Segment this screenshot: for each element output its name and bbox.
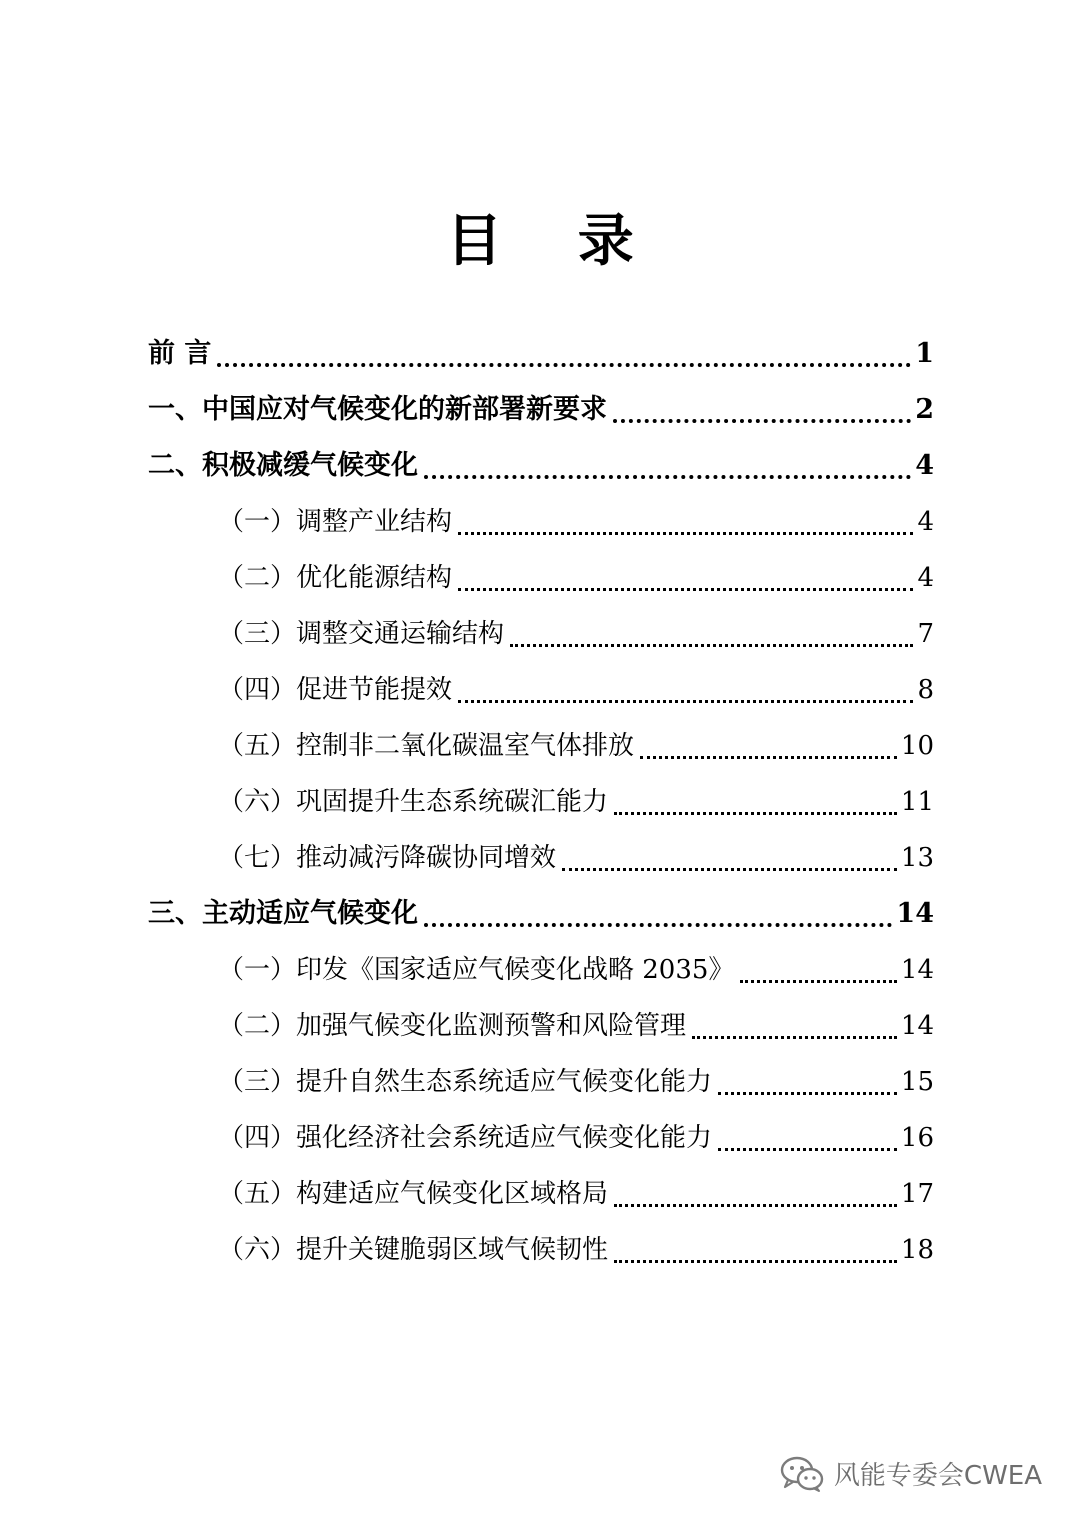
toc-entry-page-number: 7 bbox=[917, 619, 934, 649]
toc-dot-leader bbox=[424, 923, 892, 927]
toc-entry[interactable] bbox=[148, 438, 934, 494]
toc-entry[interactable] bbox=[148, 998, 934, 1054]
toc-entry[interactable] bbox=[148, 942, 934, 998]
toc-entry-label: （四）强化经济社会系统适应气候变化能力 bbox=[218, 1123, 713, 1153]
toc-dot-leader bbox=[510, 644, 913, 647]
toc-entry-label: （六）提升关键脆弱区域气候韧性 bbox=[218, 1235, 609, 1265]
toc-entry[interactable] bbox=[148, 718, 934, 774]
toc-entry-page-number: 4 bbox=[917, 563, 934, 593]
toc-entry-page-number: 14 bbox=[896, 898, 934, 929]
toc-dot-leader bbox=[614, 1204, 897, 1207]
toc-entry[interactable] bbox=[148, 382, 934, 438]
toc-dot-leader bbox=[458, 532, 913, 535]
toc-entry[interactable] bbox=[148, 494, 934, 550]
toc-entry[interactable] bbox=[148, 662, 934, 718]
toc-entry-page-number: 4 bbox=[915, 450, 934, 481]
toc-entry-label: （七）推动减污降碳协同增效 bbox=[218, 843, 557, 873]
toc-entry-label: 一、中国应对气候变化的新部署新要求 bbox=[148, 394, 607, 425]
toc-entry-page-number: 13 bbox=[900, 843, 934, 873]
toc-entry[interactable] bbox=[148, 550, 934, 606]
toc-entry-page-number: 1 bbox=[915, 338, 934, 369]
toc-entry-label: （三）提升自然生态系统适应气候变化能力 bbox=[218, 1067, 713, 1097]
toc-dot-leader bbox=[614, 812, 897, 815]
toc-entry-label: （一）印发《国家适应气候变化战略 2035》 bbox=[218, 955, 735, 985]
toc-dot-leader bbox=[217, 363, 911, 367]
toc-dot-leader bbox=[692, 1036, 897, 1039]
toc-entry-page-number: 14 bbox=[900, 1011, 934, 1041]
wechat-icon bbox=[780, 1456, 824, 1492]
toc-dot-leader bbox=[458, 588, 913, 591]
toc-entry-page-number: 8 bbox=[917, 675, 934, 705]
toc-entry-label: （四）促进节能提效 bbox=[218, 675, 453, 705]
toc-entry-label: 前 言 bbox=[148, 338, 212, 369]
toc-dot-leader bbox=[562, 868, 897, 871]
toc-entry[interactable] bbox=[148, 886, 934, 942]
toc-dot-leader bbox=[614, 1260, 897, 1263]
toc-dot-leader bbox=[613, 419, 911, 423]
toc-entry-page-number: 15 bbox=[900, 1067, 934, 1097]
toc-entry-label: （二）优化能源结构 bbox=[218, 563, 453, 593]
toc-entry[interactable] bbox=[148, 1110, 934, 1166]
toc-entry-label: 三、主动适应气候变化 bbox=[148, 898, 418, 929]
toc-entry-page-number: 10 bbox=[900, 731, 934, 761]
toc-dot-leader bbox=[640, 756, 897, 759]
toc-entry-label: （五）控制非二氧化碳温室气体排放 bbox=[218, 731, 635, 761]
toc-dot-leader bbox=[740, 980, 896, 983]
toc-entry-page-number: 11 bbox=[900, 787, 934, 817]
toc-entry-page-number: 14 bbox=[900, 955, 934, 985]
toc-entry[interactable] bbox=[148, 606, 934, 662]
toc-dot-leader bbox=[718, 1092, 897, 1095]
toc-entry-label: （一）调整产业结构 bbox=[218, 507, 453, 537]
toc-entry[interactable] bbox=[148, 1054, 934, 1110]
toc-dot-leader bbox=[718, 1148, 897, 1151]
toc-dot-leader bbox=[424, 475, 911, 479]
toc-dot-leader bbox=[458, 700, 913, 703]
watermark-text: 风能专委会CWEA bbox=[833, 1461, 1042, 1491]
toc-entry[interactable] bbox=[148, 1166, 934, 1222]
toc-entry-label: （三）调整交通运输结构 bbox=[218, 619, 505, 649]
page-title: 目 录 bbox=[446, 208, 662, 274]
toc-entry-page-number: 16 bbox=[900, 1123, 934, 1153]
toc-entry-label: （六）巩固提升生态系统碳汇能力 bbox=[218, 787, 609, 817]
toc-entry[interactable] bbox=[148, 326, 934, 382]
watermark bbox=[780, 1455, 1042, 1492]
toc-entry[interactable] bbox=[148, 774, 934, 830]
table-of-contents bbox=[148, 326, 934, 1278]
toc-entry-label: 二、积极减缓气候变化 bbox=[148, 450, 418, 481]
toc-entry-page-number: 4 bbox=[917, 507, 934, 537]
toc-entry-label: （五）构建适应气候变化区域格局 bbox=[218, 1179, 609, 1209]
toc-entry-label: （二）加强气候变化监测预警和风险管理 bbox=[218, 1011, 687, 1041]
toc-entry-page-number: 17 bbox=[900, 1179, 934, 1209]
toc-entry[interactable] bbox=[148, 830, 934, 886]
toc-entry[interactable] bbox=[148, 1222, 934, 1278]
toc-entry-page-number: 18 bbox=[900, 1235, 934, 1265]
toc-entry-page-number: 2 bbox=[915, 394, 934, 425]
